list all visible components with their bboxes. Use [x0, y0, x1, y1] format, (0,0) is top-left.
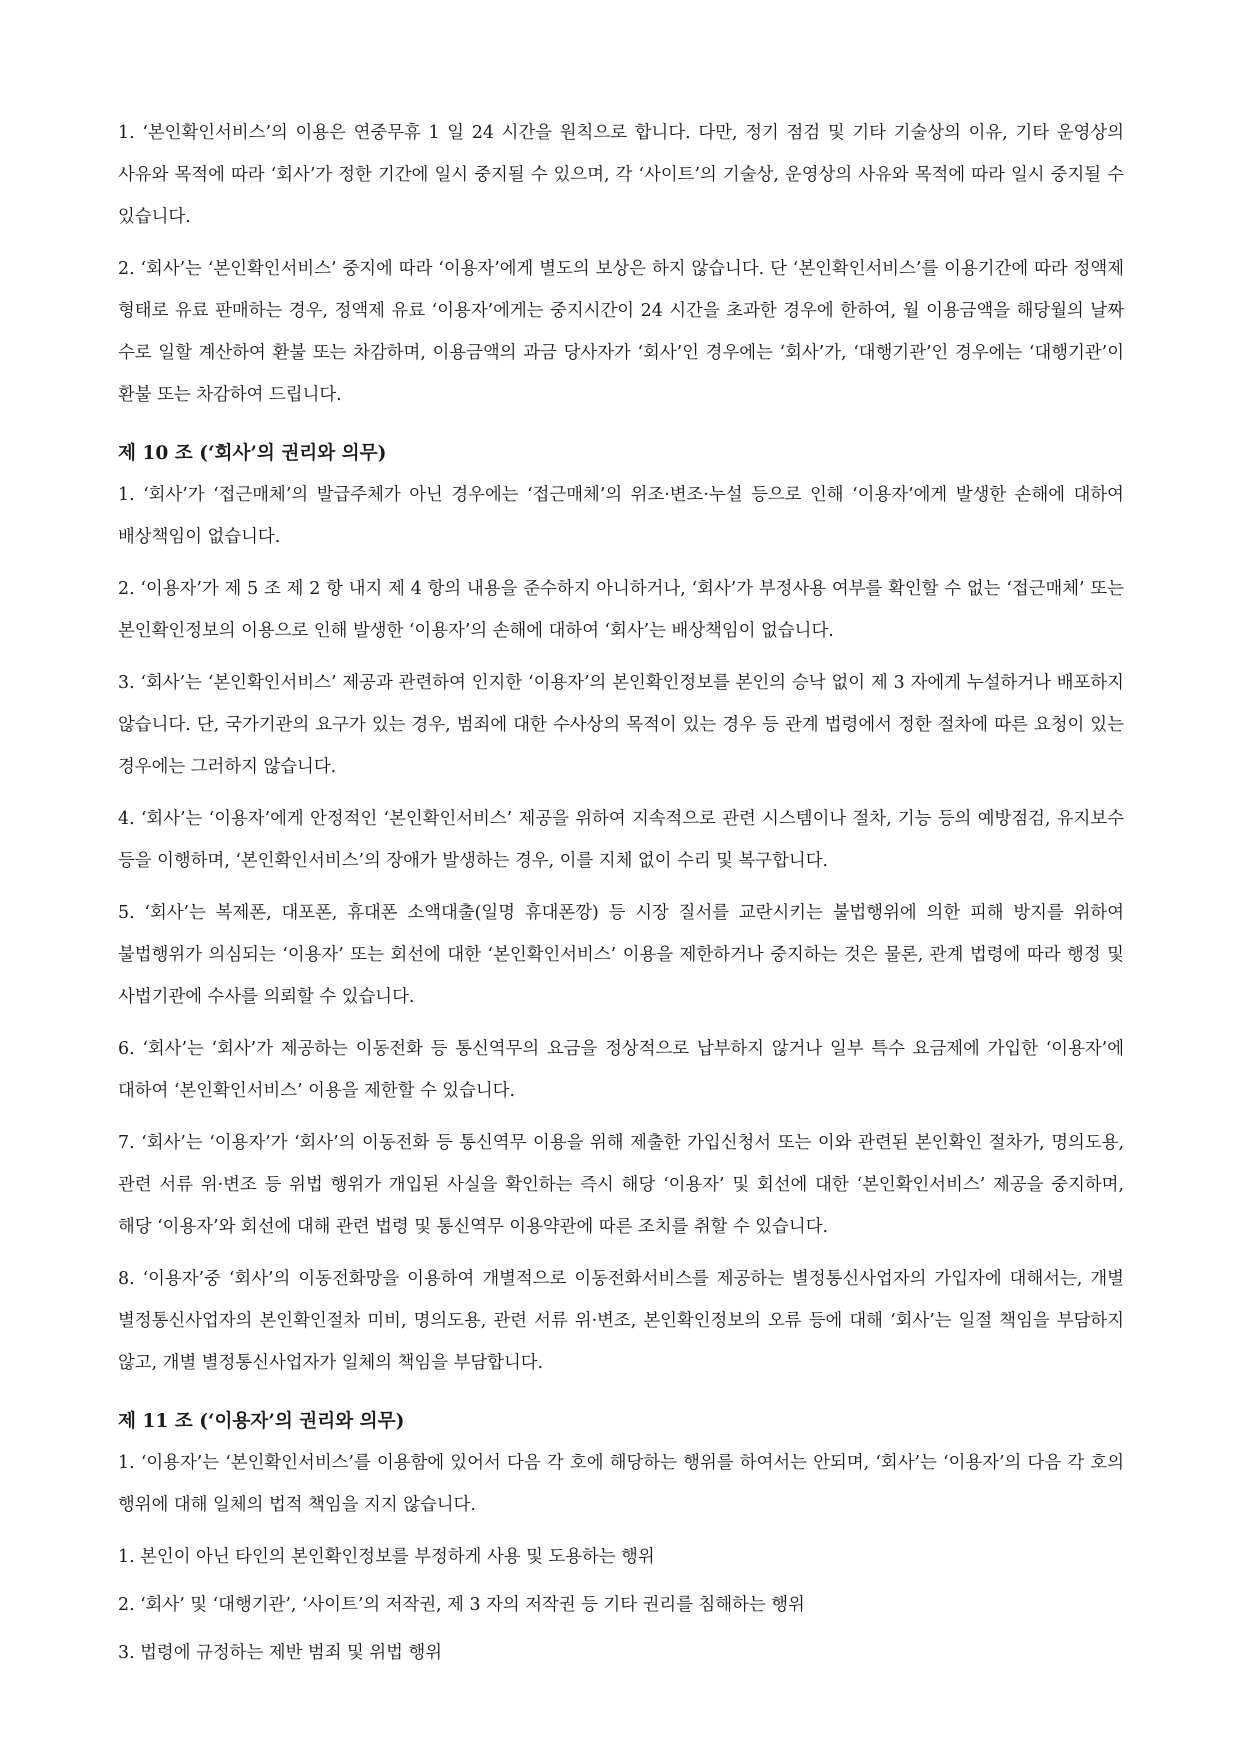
document-page: [118, 112, 1124, 1680]
article10-paragraph-1: 1. ‘회사’가 ‘접근매체’의 발급주체가 아닌 경우에는 ‘접근매체’의 위조·변조·누설 등으로 인해 ‘이용자’에게 발생한 손해에 대하여 배상책임이 없습니다.: [118, 485, 1124, 547]
article11-item-2: 2. ‘회사’ 및 ‘대행기관’, ‘사이트’의 저작권, 제 3 자의 저작권 등 기타 권리를 침해하는 행위: [118, 1595, 805, 1615]
article10-paragraph-7: 7. ‘회사’는 ‘이용자’가 ‘회사’의 이동전화 등 통신역무 이용을 위해 제출한 가입신청서 또는 이와 관련된 본인확인 절차가, 명의도용, 관련 서류 위·변조 등 위법 행위가 개입된 사실을 확인하는 즉시 해당 ‘이용자’ 및 회선에 대한 ‘본인확인서비스’ 제공을 중지하며, 해당 ‘이용자’와 회선에 대해 관련 법령 및 통신역무 이용약관에 따른 조치를 취할 수 있습니다.: [118, 1133, 1124, 1237]
article10-paragraph-2: 2. ‘이용자’가 제 5 조 제 2 항 내지 제 4 항의 내용을 준수하지 아니하거나, ‘회사’가 부정사용 여부를 확인할 수 없는 ‘접근매체’ 또는 본인확인정보의 이용으로 인해 발생한 ‘이용자’의 손해에 대하여 ‘회사’는 배상책임이 없습니다.: [118, 579, 1124, 641]
article10-paragraph-4: 4. ‘회사’는 ‘이용자’에게 안정적인 ‘본인확인서비스’ 제공을 위하여 지속적으로 관련 시스템이나 절차, 기능 등의 예방점검, 유지보수 등을 이행하며, ‘본인확인서비스’의 장애가 발생하는 경우, 이를 지체 없이 수리 및 복구합니다.: [118, 809, 1124, 871]
article9-paragraph-1: 1. ‘본인확인서비스’의 이용은 연중무휴 1 일 24 시간을 원칙으로 합니다. 다만, 정기 점검 및 기타 기술상의 이유, 기타 운영상의 사유와 목적에 따라 ‘회사’가 정한 기간에 일시 중지될 수 있으며, 각 ‘사이트’의 기술상, 운영상의 사유와 목적에 따라 일시 중지될 수 있습니다.: [118, 123, 1124, 227]
article11-item-1: 1. 본인이 아닌 타인의 본인확인정보를 부정하게 사용 및 도용하는 행위: [118, 1547, 655, 1567]
article9-paragraph-2: 2. ‘회사’는 ‘본인확인서비스’ 중지에 따라 ‘이용자’에게 별도의 보상은 하지 않습니다. 단 ‘본인확인서비스’를 이용기간에 따라 정액제 형태로 유료 판매하는 경우, 정액제 유료 ‘이용자’에게는 중지시간이 24 시간을 초과한 경우에 한하여, 월 이용금액을 해당월의 날짜 수로 일할 계산하여 환불 또는 차감하며, 이용금액의 과금 당사자가 ‘회사’인 경우에는 ‘회사’가, ‘대행기관’인 경우에는 ‘대행기관’이 환불 또는 차감하여 드립니다.: [118, 259, 1124, 405]
article10-heading: 제 10 조 (‘회사’의 권리와 의무): [118, 443, 387, 464]
article11-item-3: 3. 법령에 규정하는 제반 범죄 및 위법 행위: [118, 1643, 443, 1663]
article10-paragraph-6: 6. ‘회사’는 ‘회사’가 제공하는 이동전화 등 통신역무의 요금을 정상적으로 납부하지 않거나 일부 특수 요금제에 가입한 ‘이용자’에 대하여 ‘본인확인서비스’ 이용을 제한할 수 있습니다.: [118, 1039, 1124, 1101]
article10-paragraph-3: 3. ‘회사’는 ‘본인확인서비스’ 제공과 관련하여 인지한 ‘이용자’의 본인확인정보를 본인의 승낙 없이 제 3 자에게 누설하거나 배포하지 않습니다. 단, 국가기관의 요구가 있는 경우, 범죄에 대한 수사상의 목적이 있는 경우 등 관계 법령에서 정한 절차에 따른 요청이 있는 경우에는 그러하지 않습니다.: [118, 673, 1124, 777]
article11-heading: 제 11 조 (‘이용자’의 권리와 의무): [118, 1411, 405, 1432]
article11-intro: 1. ‘이용자’는 ‘본인확인서비스’를 이용함에 있어서 다음 각 호에 해당하는 행위를 하여서는 안되며, ‘회사’는 ‘이용자’의 다음 각 호의 행위에 대해 일체의 법적 책임을 지지 않습니다.: [118, 1453, 1124, 1515]
article10-paragraph-5: 5. ‘회사’는 복제폰, 대포폰, 휴대폰 소액대출(일명 휴대폰깡) 등 시장 질서를 교란시키는 불법행위에 의한 피해 방지를 위하여 불법행위가 의심되는 ‘이용자’ 또는 회선에 대한 ‘본인확인서비스’ 이용을 제한하거나 중지하는 것은 물론, 관계 법령에 따라 행정 및 사법기관에 수사를 의뢰할 수 있습니다.: [118, 903, 1124, 1007]
article10-paragraph-8: 8. ‘이용자’중 ‘회사’의 이동전화망을 이용하여 개별적으로 이동전화서비스를 제공하는 별정통신사업자의 가입자에 대해서는, 개별 별정통신사업자의 본인확인절차 미비, 명의도용, 관련 서류 위·변조, 본인확인정보의 오류 등에 대해 ‘회사’는 일절 책임을 부담하지 않고, 개별 별정통신사업자가 일체의 책임을 부담합니다.: [118, 1269, 1124, 1373]
